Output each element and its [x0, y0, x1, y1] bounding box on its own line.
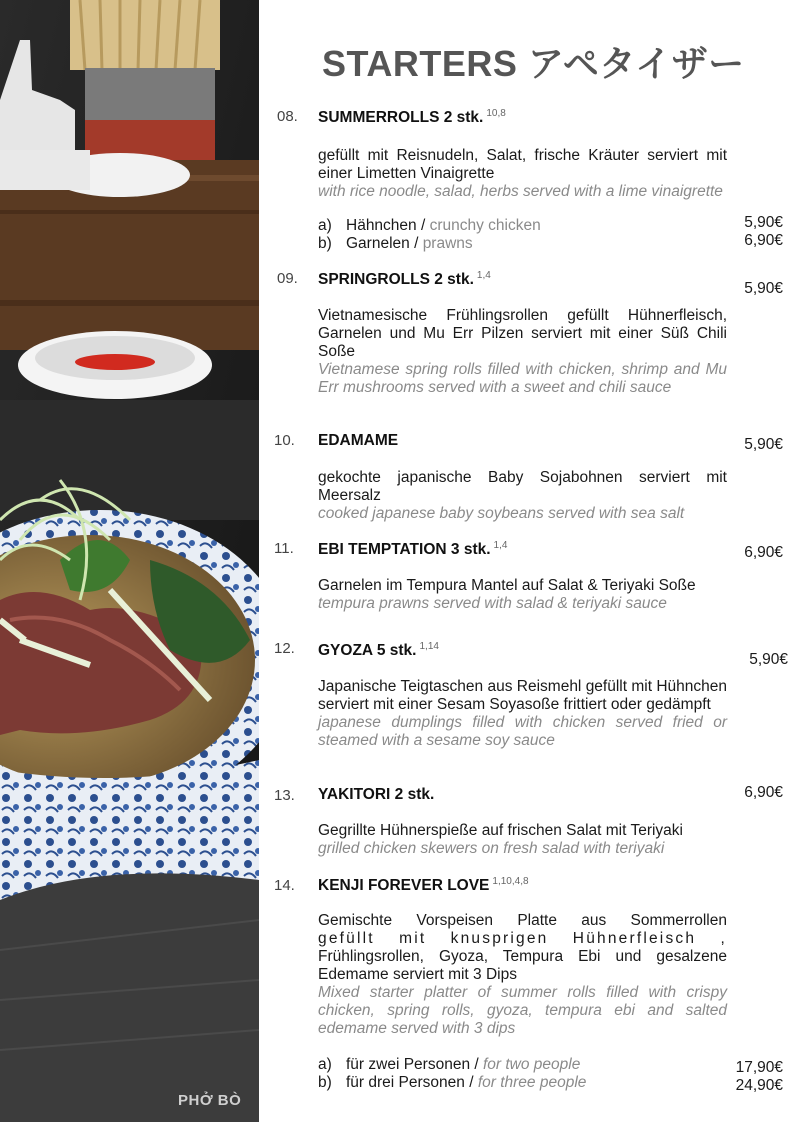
item-name-text: SPRINGROLLS 2 stk. [318, 271, 474, 288]
description-de: Frühlingsrollen, Gyoza, Tempura Ebi und gesalzene Edemame serviert mit 3 Dips [318, 948, 727, 983]
option-row [318, 235, 473, 253]
item-name [318, 786, 434, 804]
option-row [318, 1074, 586, 1092]
description-de: Gegrillte Hühnerspieße auf frischen Salat mit Teriyaki [318, 822, 683, 839]
option-row [318, 217, 541, 235]
item-description [318, 577, 727, 613]
description-de-line1: Gemischte Vorspeisen Platte aus Sommerrollen [318, 912, 727, 929]
item-name-text: GYOZA 5 stk. [318, 642, 417, 659]
price: 5,90€ [749, 651, 788, 668]
allergen-codes: 10,8 [486, 108, 506, 119]
option-en: for three people [477, 1074, 587, 1091]
description-de: Japanische Teigtaschen aus Reismehl gefüllt mit Hühnchen serviert mit einer Sesam Soyasoße frittiert oder gedämpft [318, 678, 727, 713]
allergen-codes: 1,14 [419, 641, 439, 652]
item-description [318, 912, 727, 1038]
price: 5,90€ [744, 214, 783, 231]
option-letter: b) [318, 235, 332, 252]
description-de: gekochte japanische Baby Sojabohnen serviert mit Meersalz [318, 469, 727, 504]
item-description [318, 147, 727, 201]
food-photo [0, 0, 259, 1122]
option-row [318, 1056, 580, 1074]
item-name [318, 540, 507, 559]
option-en: crunchy chicken [429, 217, 541, 234]
item-number: 08. [277, 108, 298, 125]
option-de: für drei Personen / [346, 1074, 478, 1091]
description-en: with rice noodle, salad, herbs served with a lime vinaigrette [318, 183, 723, 200]
allergen-codes: 1,4 [493, 540, 508, 551]
description-de: Vietnamesische Frühlingsrollen gefüllt Hühnerfleisch, Garnelen und Mu Err Pilzen serviert mit einer Süß Chili Soße [318, 307, 727, 360]
description-en: cooked japanese baby soybeans served with sea salt [318, 505, 685, 522]
item-name [318, 432, 398, 450]
allergen-codes: 1,4 [476, 270, 491, 281]
item-name [318, 641, 439, 660]
item-number: 10. [274, 432, 295, 449]
description-en: japanese dumplings filled with chicken served fried or steamed with a sesame soy sauce [318, 714, 727, 749]
item-description [318, 307, 727, 397]
item-name [318, 270, 491, 289]
option-en: for two people [482, 1056, 581, 1073]
option-de: Garnelen / [346, 235, 423, 252]
description-de-line2: gefüllt mit knusprigen Hühnerfleisch , [318, 930, 727, 947]
item-number: 12. [274, 640, 295, 657]
price: 6,90€ [744, 544, 783, 561]
price: 6,90€ [744, 784, 783, 801]
item-number: 13. [274, 787, 295, 804]
item-number: 09. [277, 270, 298, 287]
page-title: STARTERS アペタイザー [322, 43, 745, 84]
description-en: grilled chicken skewers on fresh salad with teriyaki [318, 840, 665, 857]
item-name-text: YAKITORI 2 stk. [318, 786, 435, 803]
item-name-text: EDAMAME [318, 432, 399, 449]
description-en: Mixed starter platter of summer rolls filled with crispy chicken, spring rolls, gyoza, tempura ebi and salted edemame served with 3 dips [318, 984, 727, 1037]
price: 17,90€ [735, 1059, 783, 1076]
item-number: 11. [274, 540, 294, 557]
food-photo-illustration [0, 0, 259, 1122]
allergen-codes: 1,10,4,8 [492, 876, 529, 887]
photo-caption: PHỞ BÒ [178, 1092, 242, 1109]
option-en: prawns [422, 235, 473, 252]
description-de: Garnelen im Tempura Mantel auf Salat & Teriyaki Soße [318, 577, 696, 594]
item-name-text: KENJI FOREVER LOVE [318, 877, 490, 894]
price: 5,90€ [744, 280, 783, 297]
item-name-text: EBI TEMPTATION 3 stk. [318, 541, 491, 558]
description-de: gefüllt mit Reisnudeln, Salat, frische Kräuter serviert mit einer Limetten Vinaigrette [318, 147, 727, 182]
option-letter: a) [318, 217, 332, 234]
item-name [318, 108, 506, 127]
option-de: Hähnchen / [346, 217, 430, 234]
price: 5,90€ [744, 436, 783, 453]
option-letter: b) [318, 1074, 332, 1091]
item-number: 14. [274, 877, 295, 894]
description-en: tempura prawns served with salad & teriyaki sauce [318, 595, 667, 612]
item-name-text: SUMMERROLLS 2 stk. [318, 109, 484, 126]
price: 24,90€ [735, 1077, 783, 1094]
item-description [318, 678, 727, 750]
price: 6,90€ [744, 232, 783, 249]
item-name [318, 876, 529, 895]
description-en: Vietnamese spring rolls filled with chicken, shrimp and Mu Err mushrooms served with a sweet and chili sauce [318, 361, 727, 396]
option-de: für zwei Personen / [346, 1056, 483, 1073]
option-letter: a) [318, 1056, 332, 1073]
item-description [318, 469, 727, 523]
item-description [318, 822, 727, 858]
